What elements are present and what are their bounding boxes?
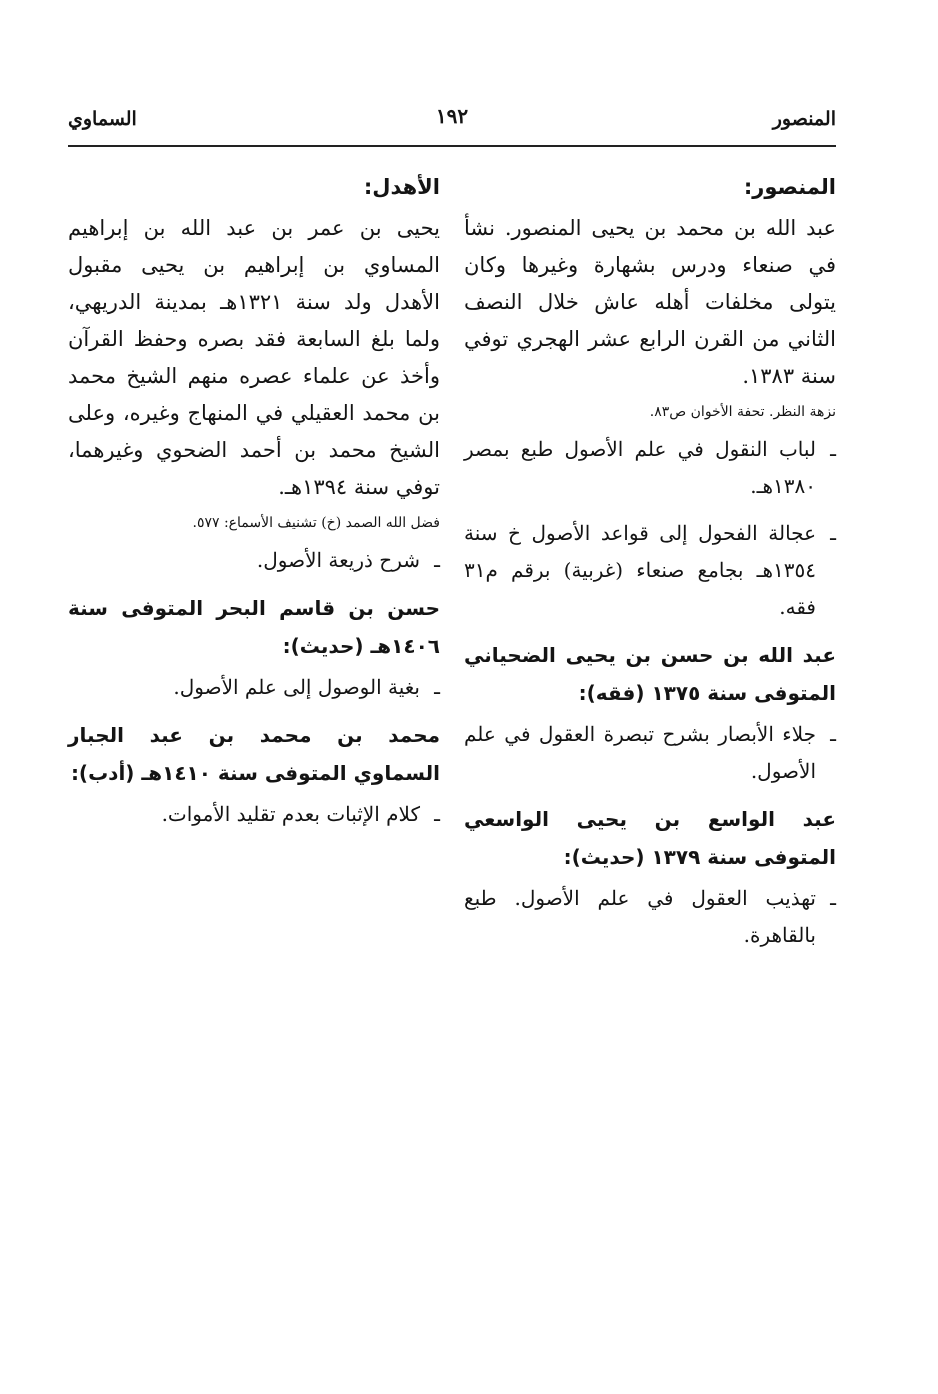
dash-glyph: ـ	[830, 521, 836, 545]
bio-paragraph: يحيى بن عمر بن عبد الله بن إبراهيم المساوي بن إبراهيم بن يحيى مقبول الأهدل ولد سنة ١٣٢١هـ بمدينة الدريهي، ولما بلغ السابعة فقد بصره وحفظ القرآن وأخذ عن علماء عصره منهم الشيخ محمد بن محمد العقيلي في المنهاج وغيره، وعلى الشيخ محمد بن أحمد الضحوي وغيرهما، توفي سنة ١٣٩٤هـ.	[68, 216, 440, 499]
work-item	[68, 669, 440, 706]
entry-heading: حسن بن قاسم البحر المتوفى سنة ١٤٠٦هـ (حديث):	[68, 596, 440, 658]
dash-glyph: ـ	[434, 802, 440, 826]
section-title-ahdal: الأهدل:	[363, 175, 440, 199]
work-title: جلاء الأبصار بشرح تبصرة العقول في علم الأصول.	[464, 722, 816, 783]
right-column	[464, 170, 836, 964]
source-reference: فضل الله الصمد (خ) تشنيف الأسماع: ٥٧٧.	[192, 515, 440, 531]
dash-glyph: ـ	[830, 437, 836, 461]
dash-glyph: ـ	[830, 886, 836, 910]
work-item	[68, 542, 440, 579]
work-item	[68, 796, 440, 833]
source-reference: نزهة النظر. تحفة الأخوان ص٨٣.	[649, 404, 836, 420]
dash-glyph: ـ	[434, 675, 440, 699]
page-number: ١٩٢	[435, 104, 469, 128]
work-title: عجالة الفحول إلى قواعد الأصول خ سنة ١٣٥٤هـ بجامع صنعاء (غربية) برقم م٣١ فقه.	[464, 521, 816, 619]
entry-heading: عبد الواسع بن يحيى الواسعي المتوفى سنة ١٣٧٩ (حديث):	[464, 807, 836, 869]
work-item	[464, 880, 836, 954]
dash-glyph: ـ	[830, 722, 836, 746]
entry-heading: محمد بن محمد بن عبد الجبار السماوي المتوفى سنة ١٤١٠هـ (أدب):	[68, 723, 440, 785]
work-item	[464, 431, 836, 505]
bio-paragraph: عبد الله بن محمد بن يحيى المنصور. نشأ في صنعاء ودرس بشهارة وغيرها وكان يتولى مخلفات أهله عاش خلال النصف الثاني من القرن الرابع عشر الهجري توفي سنة ١٣٨٣.	[464, 216, 836, 388]
header-right-title: المنصور	[772, 108, 836, 130]
work-item	[464, 515, 836, 626]
work-item	[464, 716, 836, 790]
dash-glyph: ـ	[434, 548, 440, 572]
work-title: شرح ذريعة الأصول.	[256, 548, 420, 572]
work-title: بغية الوصول إلى علم الأصول.	[173, 675, 420, 699]
header-rule	[68, 145, 836, 147]
running-header	[68, 104, 836, 138]
work-title: تهذيب العقول في علم الأصول. طبع بالقاهرة.	[464, 886, 816, 947]
section-title-mansur: المنصور:	[743, 175, 836, 199]
entry-heading: عبد الله بن حسن بن يحيى الضحياني المتوفى سنة ١٣٧٥ (فقه):	[464, 643, 836, 705]
work-title: لباب النقول في علم الأصول طبع بمصر ١٣٨٠هـ.	[464, 437, 816, 498]
header-left-title: السماوي	[68, 108, 137, 130]
work-title: كلام الإثبات بعدم تقليد الأموات.	[161, 802, 420, 826]
left-column	[68, 170, 440, 843]
